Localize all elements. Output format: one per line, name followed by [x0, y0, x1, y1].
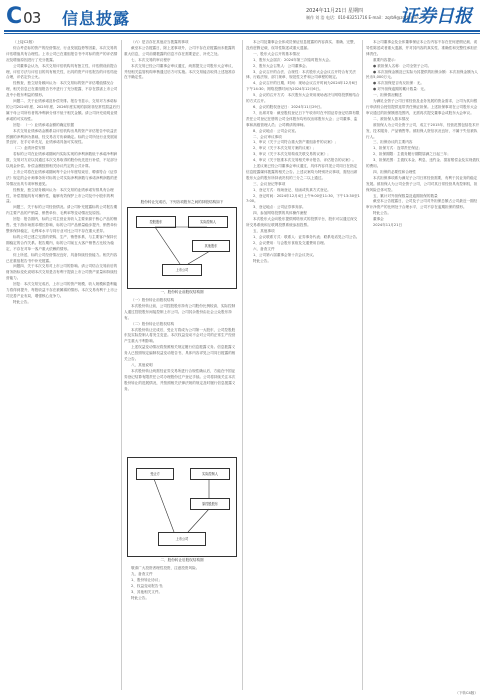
paragraph: （二）业绩补偿安排 — [13, 146, 46, 151]
paragraph: 本公司及董事会全体成员保证信息披露的内容真实、准确、完整，没有虚假记载、误导性陈述或重大遗漏。 — [246, 40, 358, 50]
page-letter: C — [6, 4, 22, 29]
paragraph: 本次担保事项系为满足子公司日常经营需要，有利于其业务的稳定发展。被担保人为公司全资子公司，公司对其日常经营具有控制权，担保风险总体可控。 — [366, 175, 478, 192]
paragraph: 董事会 — [373, 217, 384, 222]
paragraph: 三、会议登记等事项 — [253, 181, 286, 186]
column-divider — [242, 40, 243, 690]
paragraph: 3、审议《关于本次交易构成关联交易的议案》； — [253, 152, 331, 157]
chart-node: 受让方 — [136, 468, 174, 480]
paragraph: 4、会议召开的日期、时间：现场会议召开时间为2024年12月6日下午14:30；网络投票时间为2024年12月6日。 — [246, 81, 358, 92]
paragraph: 公司董事会认为，本次交易评估机构具有独立性，评估假设前提合理，评估方法与评估目的具有相关性，出具的资产评估报告的评估结论合理，评估定价公允。 — [6, 63, 118, 80]
paragraph: 3、会议召开的合法、合规性：本次股东大会会议召开符合有关法律、行政法规、部门规章、规范性文件和公司章程的规定。 — [246, 69, 356, 80]
chart-connectors — [128, 458, 236, 556]
paragraph: （二）股份转让后股权结构 — [131, 321, 175, 326]
paragraph: 特此公告。 — [373, 211, 391, 216]
text-column-4 — [366, 40, 480, 690]
text-column-2-top — [124, 40, 238, 195]
paragraph: 问题三、关于标的公司经营情况。请公司补充披露标的公司报告期内主要产品的产销量、销售单价、毛利率等变动情况及原因。 — [6, 205, 118, 216]
paragraph: 本次交易已经公司董事会审议通过，尚需提交公司股东大会审议，并经相关监管机构审核通过后方可实施。本次交易能否取得上述批准存在不确定性。 — [124, 63, 236, 80]
paragraph: 经核查，独立财务顾问认为：本次交易标的资产评估增值情况合理，相关信息已在重组报告书中进行了充分披露，不存在损害上市公司及中小股东利益的情形。 — [6, 81, 118, 98]
paragraph: （六）是否存在其他应当披露的事项 — [131, 40, 189, 44]
paragraph: 五、累计对外担保数量及逾期担保的数量 — [373, 193, 438, 198]
paragraph: 上述议案已经公司董事会审议通过，具体内容详见公司同日在指定信息披露媒体披露的相关公告。上述议案均为特别决议事项，需经出席股东大会的股东所持表决权的三分之二以上通过。 — [246, 164, 358, 180]
paragraph: ● 对外担保逾期的累计数量：无。 — [373, 87, 428, 92]
paragraph: 本次交易业绩承诺金额系以评估机构出具的资产评估报告中收益法预测的净利润为基础，经交易各方协商确定。标的公司所处行业发展前景良好，在手订单充足，业绩承诺具备可实现性。 — [6, 128, 118, 145]
paragraph: 二、会议审议事项 — [253, 134, 282, 139]
paragraph: 本次股东大会向股东提供网络形式的投票平台，股东可以通过深交所交易系统和互联网投票系统参加投票。 — [246, 217, 358, 228]
paragraph: （一）股份转让前股权结构 — [131, 298, 175, 302]
page-header — [0, 0, 484, 36]
paragraph: 回复：报告期内，标的公司主营业务收入主要来源于核心产品的销售。受下游市场需求增长影响，标的公司产品销量稳步提升，销售单价整体保持稳定，毛利率水平与同行业可比公司不存在重大差异。 — [6, 217, 118, 233]
paragraph: 8、会议地点：公司会议室。 — [253, 128, 299, 133]
paragraph: 特此公告。 — [13, 299, 31, 304]
column-divider — [121, 40, 122, 690]
chart-node: 其他股东 — [192, 240, 230, 252]
paragraph: 特此公告。 — [131, 595, 149, 600]
paragraph: 1、登记方式：现场登记、信函或传真方式登记。 — [253, 187, 331, 192]
ownership-chart-before — [127, 207, 237, 289]
paragraph: 问题二、关于业绩承诺及补偿安排。报告书显示，交易对方承诺标的公司2024年度、2025年度、2026年度实现的扣除非经常性损益后归属于母公司所有者的净利润分别不低于相关金额。请公司补充说明业绩承诺的可实现性。 — [6, 99, 120, 121]
paragraph: 本次股份转让尚需经证券交易所进行合规性确认后，方能在中国证券登记结算有限责任公司办理股份过户登记手续。公司将持续关注本次股份转让的进展情况，并按照相关法律法规的规定及时履行信息披露义务。 — [124, 368, 236, 391]
paragraph: ● 被担保人名称：公司全资子公司。 — [373, 63, 432, 68]
paragraph: 1、会议联系方式：联系人：证券事务代表；联系电话见公司公告。 — [253, 234, 360, 239]
paragraph: 上述权益变动情况将按照相关规定履行信息披露义务。信息披露义务人已按照规定编制权益变动报告书，具体内容详见公司同日披露的相关公告。 — [124, 345, 236, 362]
paragraph: 六、备查文件 — [253, 246, 275, 251]
figure-2-caption: 二、股份转让后股权结构图 — [160, 558, 204, 562]
chart-node: 上市公司 — [162, 264, 202, 276]
paragraph: 2024年11月21日 — [373, 223, 403, 228]
ownership-chart-after — [127, 457, 237, 557]
chart-node: 原控股股东 — [190, 498, 230, 510]
paragraph: 重要内容提示： — [373, 57, 399, 62]
paragraph: 6、会议的股权登记日：2024年11月29日。 — [253, 104, 324, 109]
paragraph: 上市公司将在业绩承诺期间每个会计年度结束后，聘请符合《证券法》规定的会计师事务所对标的公司实际净利润数与承诺净利润数的差异情况出具专项审核意见。 — [6, 169, 118, 186]
paragraph: 敬请广大投资者理性投资，注意投资风险。 — [131, 566, 200, 570]
paragraph: 一、股东大会召开的基本情况 — [253, 51, 300, 56]
paragraph: 标的公司已建立完善的采购、生产、销售体系，与主要客户保持长期稳定的合作关系。报告期内，标的公司前五大客户销售占比较为稳定，不存在对单一客户重大依赖的情形。 — [6, 234, 118, 251]
paragraph: （上接C2版） — [13, 40, 36, 44]
paragraph: 五、其他事项 — [253, 229, 275, 233]
column-divider — [362, 40, 363, 690]
paragraph: 3、登记地点：公司证券事务部。 — [253, 205, 306, 210]
paragraph: 1、股东大会届次：2024年第三次临时股东大会。 — [253, 57, 333, 62]
paragraph: 7、出席对象：截至股权登记日下午收市时在中国证券登记结算有限责任公司登记在册的公司全体股东均有权出席股东大会；公司董事、监事和高级管理人员；公司聘请的律师。 — [246, 110, 360, 127]
paragraph: 1、担保方式：连带责任保证； — [373, 146, 423, 151]
paragraph: 综上所述，标的公司经营情况良好，具备持续经营能力。相关内容已在重组报告书中补充披露。 — [6, 252, 118, 263]
paragraph: 3、其他相关文件。 — [131, 589, 163, 594]
paragraph: 2、登记时间：2024年12月4日上午9:00至11:30，下午13:30至17:00。 — [246, 193, 360, 204]
paragraph: 四、担保的必要性和合理性 — [373, 169, 417, 174]
paragraph: 本次股份转让前，公司控股股东持有公司股份比例较高，实际控制人通过控股股东间接控制上市公司。公司其余股份由社会公众股东持有。 — [124, 303, 236, 320]
header-rule-thin — [4, 33, 480, 34]
paragraph: 若标的公司在业绩承诺期间内实际实现的净利润数低于承诺净利润数，交易对方应以其通过本次交易取得的股份优先进行补偿，不足部分以现金补偿。补偿金额按照相关协议约定的公式计算。 — [6, 152, 118, 169]
paragraph: 回复：本次交易完成后，上市公司的资产规模、收入规模和盈利能力将得到提升，每股收益不存在被摊薄的情形。本次交易有利于上市公司完善产业布局，增强核心竞争力。 — [6, 282, 118, 298]
paragraph: 2、股东大会召集人：公司董事会。 — [253, 63, 310, 68]
paragraph: 2、权益变动报告书； — [131, 583, 166, 588]
paragraph: 本次股份转让完成后，受让方将成为公司第一大股东，公司控股股东及实际控制人将发生变更。本次权益变动不会对公司的正常生产经营产生重大不利影响。 — [124, 327, 236, 344]
paragraph: 本公司董事会及全体董事保证本公告内容不存在任何虚假记载、误导性陈述或者重大遗漏，并对其内容的真实性、准确性和完整性承担法律责任。 — [366, 40, 478, 56]
page-number: 03 — [23, 9, 41, 27]
chart-connectors — [128, 208, 236, 288]
figure-1-caption: 股份转让完成后，下列各项股东之间的持股结构如下 — [140, 200, 224, 204]
paragraph: 回复：（一）业绩承诺金额的确定依据 — [13, 122, 75, 127]
text-column-1 — [6, 40, 120, 690]
masthead-logo: 证券日报 — [400, 6, 472, 27]
figure-1-subcaption: 一、股份转让前股权结构图 — [160, 290, 204, 294]
paragraph: 3、担保范围：主债权本金、利息、违约金、损害赔偿金及实现债权的费用。 — [366, 158, 480, 169]
chart-node: 实际控制人 — [188, 216, 228, 228]
chart-node: 控股股东 — [136, 216, 176, 228]
paragraph: 八、其他说明 — [131, 362, 153, 367]
paragraph: 综合考虑标的资产的经营情况、行业发展趋势等因素，本次交易的评估增值具有合理性。上市公司已在重组报告书中对标的资产的评估情况及增值原因进行了充分披露。 — [6, 45, 118, 62]
paragraph: 截至本公告披露日，公司及子公司对外担保总额占公司最近一期经审计净资产的比例处于合理水平，公司不存在逾期担保的情形。 — [366, 199, 478, 210]
text-column-2-bottom — [124, 566, 238, 690]
paragraph: 2、担保期限：主债务履行期限届满之日起三年； — [373, 152, 451, 157]
continuation-note: （下转C4版） — [455, 691, 478, 695]
date-line: 2024年11月21日 星期四 — [306, 8, 364, 14]
paragraph: 2、审议《关于本次交易方案的议案》； — [253, 146, 317, 151]
paragraph: 5、会议的召开方式：本次股东大会采用现场表决与网络投票相结合的方式召开。 — [246, 93, 360, 104]
paragraph: 被担保人为公司全资子公司，成立于2015年，经营范围包括技术开发、技术服务、产品销售等。被担保人资信状况良好，不属于失信被执行人。 — [366, 122, 480, 139]
paragraph: 特此公告。 — [253, 258, 271, 263]
text-column-2-middle — [124, 298, 238, 450]
paragraph: 七、本次交易的审议程序 — [131, 57, 171, 62]
paragraph: 九、备查文件 — [131, 571, 153, 576]
paragraph: ● 本次担保金额及已实际为其提供的担保余额：本次担保金额为人民币5,000万元。 — [366, 69, 478, 80]
paragraph: 问题四、关于本次交易对上市公司的影响。请公司结合交易前后的财务指标变化说明本次交易是否有利于提高上市公司资产质量和持续经营能力。 — [6, 264, 118, 281]
paragraph: 四、参加网络投票的具体操作流程 — [253, 211, 307, 216]
section-title: 信息披露 — [62, 9, 131, 28]
paragraph: 4、审议《关于批准本次交易相关审计报告、评估报告的议案》。 — [253, 158, 356, 163]
paragraph: 经核查，独立财务顾问认为：本次交易的业绩承诺安排具有合理性，补偿措施具有可操作性，能够有效保护上市公司及中小股东的利益。 — [6, 187, 114, 204]
paragraph: 2、会议费用：与会股东食宿及交通费用自理。 — [253, 240, 328, 245]
paragraph: 三、担保协议的主要内容 — [373, 140, 413, 145]
paragraph: 截至本公告披露日，除上述事项外，公司不存在应披露而未披露的重大信息，公司前期披露的信息不存在需要更正、补充之处。 — [124, 45, 236, 56]
paragraph: 1、公司第六届董事会第十次会议决议。 — [253, 252, 317, 257]
paragraph: 二、被担保人基本情况 — [373, 116, 409, 121]
paragraph: ● 本次担保是否有反担保：无。 — [373, 81, 424, 86]
paragraph: 1、审议《关于公司符合重大资产重组条件的议案》； — [253, 140, 338, 145]
chart-node: 实际控制人 — [190, 468, 230, 480]
paragraph: 一、担保情况概述 — [373, 93, 402, 98]
paragraph: 1、股份转让协议； — [131, 577, 163, 582]
page-code — [6, 4, 40, 29]
contact-line: 制作 刘 浩 电话：010-83251716 E-mail：zqrb9@zqrb.sina.net — [306, 15, 427, 20]
paragraph: 为满足全资子公司日常经营及业务发展的资金需求，公司为其向银行申请综合授信提供连带责任保证担保。上述担保事项在公司股东大会审议通过的担保额度范围内，无需再次提交董事会或股东大会审议。 — [366, 99, 478, 115]
chart-node: 上市公司 — [158, 532, 206, 546]
text-column-3 — [246, 40, 360, 690]
header-rule — [4, 30, 480, 32]
